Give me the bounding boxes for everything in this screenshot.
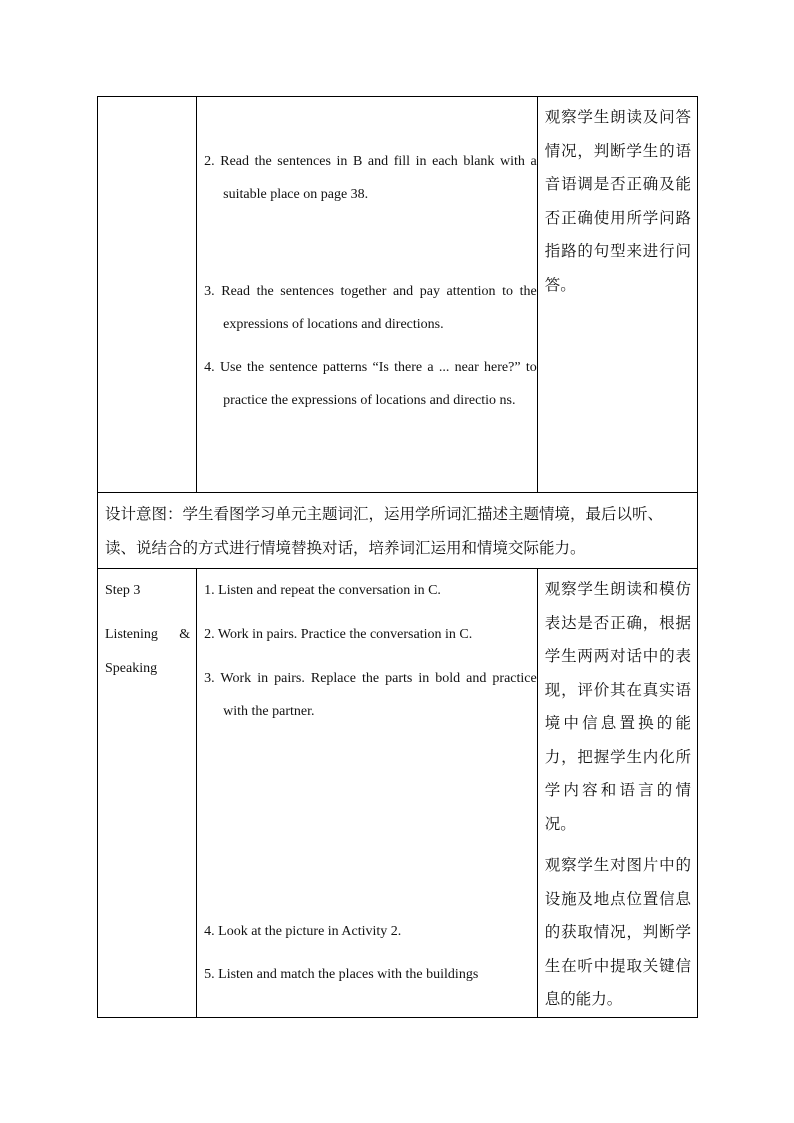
activity-item-4: 4. Look at the picture in Activity 2. xyxy=(204,924,402,939)
design-intent-cell xyxy=(98,493,698,569)
observation-text-1: 观察学生朗读和模仿表达是否正确，根据学生两两对话中的表现，评价其在真实语境中信息置换的能力，把握学生内化所学内容和语言的情况。 xyxy=(544,580,691,833)
lesson-plan-table xyxy=(97,96,698,1018)
step-name-listening: Listening xyxy=(105,627,158,642)
step-name-line xyxy=(105,618,190,652)
observation-text: 观察学生朗读及问答情况，判断学生的语音语调是否正确及能否正确使用所学问路指路的句型来进行问答。 xyxy=(544,108,691,294)
activities-cell xyxy=(197,97,538,493)
observation-cell xyxy=(537,97,697,493)
step-name-ampersand: & xyxy=(179,627,191,642)
step-name-speaking: Speaking xyxy=(105,661,158,676)
table-row xyxy=(98,569,698,1018)
activity-item-3: 3. Work in pairs. Replace the parts in bold and practice with the partner. xyxy=(204,671,537,719)
table-row xyxy=(98,493,698,569)
activity-item-1: 1. Listen and repeat the conversation in C. xyxy=(204,583,441,598)
observation-cell xyxy=(537,569,697,1018)
activity-item-3: 3. Read the sentences together and pay attention to the expressions of locations and directions. xyxy=(204,284,537,332)
design-intent-text: 设计意图：学生看图学习单元主题词汇，运用学所词汇描述主题情境，最后以听、读、说结合的方式进行情境替换对话，培养词汇运用和情境交际能力。 xyxy=(105,505,664,557)
step-cell-empty xyxy=(98,97,197,493)
activity-item-2: 2. Work in pairs. Practice the conversation in C. xyxy=(204,627,473,642)
step-cell xyxy=(98,569,197,1018)
activity-item-5: 5. Listen and match the places with the buildings xyxy=(204,967,479,982)
activity-item-2: 2. Read the sentences in B and fill in each blank with a suitable place on page 38. xyxy=(204,154,537,202)
step-label xyxy=(98,574,196,686)
activity-item-4: 4. Use the sentence patterns “Is there a ... near here?” to practice the expressions of locations and directio ns. xyxy=(204,360,537,408)
activities-cell xyxy=(197,569,538,1018)
observation-text-2: 观察学生对图片中的设施及地点位置信息的获取情况，判断学生在听中提取关键信息的能力。 xyxy=(544,856,691,1008)
step-number: Step 3 xyxy=(105,583,141,598)
table-row xyxy=(98,97,698,493)
